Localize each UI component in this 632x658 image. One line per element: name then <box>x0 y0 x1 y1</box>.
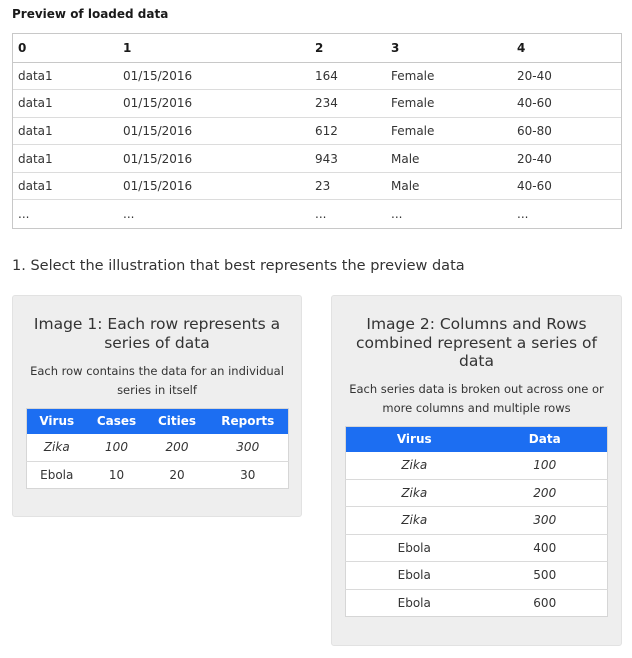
table-cell: Ebola <box>397 595 431 610</box>
table-cell: 20-40 <box>512 145 621 173</box>
table-cell: 40-60 <box>512 172 621 200</box>
preview-table <box>12 33 622 229</box>
table-cell: Female <box>386 90 512 118</box>
table-cell: 60-80 <box>512 117 621 145</box>
table-cell: Zika <box>27 434 87 462</box>
table-cell: data1 <box>13 90 118 118</box>
table-cell: 500 <box>483 562 608 590</box>
table-cell: 01/15/2016 <box>118 145 310 173</box>
table-cell: Male <box>386 145 512 173</box>
table-cell: 01/15/2016 <box>118 117 310 145</box>
column-header: Virus <box>27 409 87 434</box>
table-cell: Zika <box>346 479 483 507</box>
table-row <box>27 434 289 462</box>
table-cell: 100 <box>483 452 608 480</box>
table-cell: 612 <box>310 117 386 145</box>
option-card-image-2[interactable] <box>331 295 622 646</box>
column-header: 0 <box>13 34 118 62</box>
option-title: Image 1: Each row represents a series of data <box>33 315 281 352</box>
table-cell: Female <box>386 117 512 145</box>
table-cell: 300 <box>208 434 289 462</box>
table-cell: 600 <box>533 595 557 610</box>
table-row <box>13 117 621 145</box>
table-cell: data1 <box>13 172 118 200</box>
preview-header-row <box>13 34 621 62</box>
illustration-header-row <box>27 409 289 434</box>
option-card-image-1[interactable] <box>12 295 302 517</box>
column-header: 1 <box>118 34 310 62</box>
table-row <box>13 62 621 90</box>
table-row <box>346 589 608 617</box>
table-cell: 100 <box>87 434 147 462</box>
table-cell: 164 <box>310 62 386 90</box>
table-cell: Ebola <box>346 534 483 562</box>
column-header: 2 <box>310 34 386 62</box>
column-header: Reports <box>208 409 289 434</box>
preview-title: Preview of loaded data <box>12 7 169 21</box>
table-cell: Ebola <box>40 467 74 482</box>
table-cell: data1 <box>13 62 118 90</box>
illustration-table <box>26 408 289 489</box>
column-header: Data <box>483 427 608 452</box>
table-row <box>13 145 621 173</box>
table-cell: Female <box>386 62 512 90</box>
table-row <box>346 507 608 535</box>
table-row <box>346 534 608 562</box>
table-cell: data1 <box>13 145 118 173</box>
question-text: 1. Select the illustration that best represents the preview data <box>12 258 465 274</box>
table-cell: 01/15/2016 <box>118 90 310 118</box>
column-header: 4 <box>512 34 621 62</box>
column-header: Cases <box>87 409 147 434</box>
table-cell: ... <box>18 207 30 222</box>
table-cell: 30 <box>240 467 256 482</box>
column-header: 3 <box>386 34 512 62</box>
table-cell: 400 <box>483 534 608 562</box>
table-row <box>346 452 608 480</box>
option-description: Each row contains the data for an individual series in itself <box>30 364 284 397</box>
table-cell: ... <box>315 207 327 222</box>
table-cell: Ebola <box>346 562 483 590</box>
table-row <box>13 172 621 200</box>
table-cell: data1 <box>13 117 118 145</box>
table-cell: 943 <box>310 145 386 173</box>
column-header: Virus <box>346 427 483 452</box>
table-cell: 20 <box>169 467 185 482</box>
table-row <box>27 461 289 489</box>
table-cell: 234 <box>310 90 386 118</box>
table-cell: ... <box>517 207 529 222</box>
illustration-table <box>345 426 608 617</box>
table-cell: 20-40 <box>512 62 621 90</box>
table-cell: 01/15/2016 <box>118 172 310 200</box>
table-cell: 23 <box>310 172 386 200</box>
table-cell: ... <box>123 207 135 222</box>
table-row <box>346 562 608 590</box>
table-cell: 200 <box>483 479 608 507</box>
table-cell: Zika <box>346 452 483 480</box>
illustration-header-row <box>346 427 608 452</box>
table-cell: ... <box>391 207 403 222</box>
table-cell: 200 <box>147 434 208 462</box>
table-row <box>346 479 608 507</box>
column-header: Cities <box>147 409 208 434</box>
option-description: Each series data is broken out across one or more columns and multiple rows <box>349 381 604 415</box>
table-cell: Male <box>386 172 512 200</box>
table-row <box>13 90 621 118</box>
table-row <box>13 200 621 228</box>
table-cell: Zika <box>346 507 483 535</box>
table-cell: 40-60 <box>512 90 621 118</box>
table-cell: 300 <box>483 507 608 535</box>
option-title: Image 2: Columns and Rows combined represent a series of data <box>356 315 597 370</box>
table-cell: 01/15/2016 <box>118 62 310 90</box>
table-cell: 10 <box>108 467 125 482</box>
